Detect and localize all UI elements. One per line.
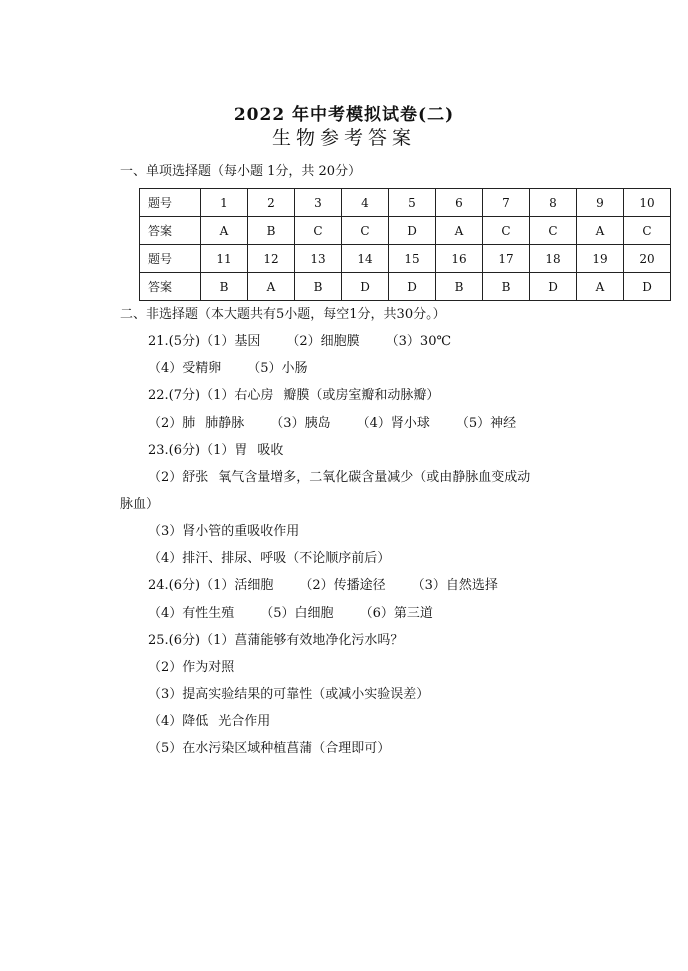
question-number-cell: 20 [624,245,671,273]
answer-line [148,629,403,648]
row-label: 题号 [140,189,201,217]
answer-text: 23.(6分)（1）胃 [148,443,248,458]
answer-line [148,384,439,403]
answer-text: 氧气含量增多，二氧化碳含量减少（或由静脉血变成动 [218,470,531,485]
answer-line [148,357,308,376]
answer-cell: B [248,217,295,245]
answer-row [140,217,671,245]
answer-cell: B [295,273,342,301]
question-number-cell: 6 [436,189,483,217]
answer-text: （5）小肠 [247,361,308,376]
answer-text: （2）细胞膜 [286,334,360,349]
answer-cell: C [483,217,530,245]
answer-line [120,493,159,512]
answer-cell: C [295,217,342,245]
answer-text: 肺静脉 [205,416,245,431]
answer-text: 21.(5分)（1）基因 [148,334,261,349]
answer-line [148,466,530,485]
answer-cell: D [389,273,436,301]
answer-row [140,273,671,301]
exam-subtitle: 生物参考答案 [271,127,416,149]
section2-heading: 二、非选择题（本大题共有5小题，每空1分，共30分。） [120,307,446,322]
answer-text: （2）舒张 [148,470,209,485]
question-number-cell: 2 [248,189,295,217]
answer-cell: D [530,273,577,301]
question-number-cell: 11 [201,245,248,273]
question-number-cell: 13 [295,245,342,273]
answer-text: （5）在水污染区域种植菖蒲（合理即可） [148,741,391,756]
answer-text: 脉血） [120,497,160,512]
answer-line [148,330,451,349]
answer-cell: B [201,273,248,301]
answer-cell: C [530,217,577,245]
question-number-cell: 14 [342,245,389,273]
question-number-cell: 9 [577,189,624,217]
question-number-row [140,245,671,273]
exam-title: 2022 年中考模拟试卷(二) [233,105,455,125]
answer-text: 吸收 [257,443,284,458]
question-number-cell: 4 [342,189,389,217]
question-number-cell: 16 [436,245,483,273]
question-number-cell: 7 [483,189,530,217]
question-number-cell: 10 [624,189,671,217]
answer-text: （3）自然选择 [411,578,498,593]
row-label: 题号 [140,245,201,273]
section1-heading: 一、单项选择题（每小题 1分，共 20分） [120,164,362,179]
answer-text: （2）作为对照 [148,660,235,675]
row-label: 答案 [140,273,201,301]
answer-text: （4）肾小球 [356,416,430,431]
answer-line [148,683,429,702]
question-number-cell: 19 [577,245,624,273]
answer-text: 光合作用 [218,714,271,729]
answer-text: （4）受精卵 [148,361,222,376]
answer-line [148,574,498,593]
question-number-cell: 8 [530,189,577,217]
question-number-row [140,189,671,217]
answer-text: （3）30℃ [385,334,452,349]
answer-cell: B [436,273,483,301]
answer-line [148,547,390,566]
answer-text: （2）肺 [148,416,196,431]
answer-text: 25.(6分)（1）菖蒲能够有效地净化污水吗？ [148,633,404,648]
question-number-cell: 12 [248,245,295,273]
answer-cell: B [483,273,530,301]
answer-cell: A [201,217,248,245]
answer-line [148,656,234,675]
answer-cell: A [577,217,624,245]
answer-text: （4）降低 [148,714,209,729]
answer-text: （6）第三道 [359,606,433,621]
answer-text: （4）有性生殖 [148,606,235,621]
answer-cell: C [624,217,671,245]
answer-cell: A [577,273,624,301]
answer-text: （4）排汗、排尿、呼吸（不论顺序前后） [148,551,391,566]
row-label: 答案 [140,217,201,245]
answer-cell: A [436,217,483,245]
answer-line [148,520,299,539]
question-number-cell: 15 [389,245,436,273]
answer-line [148,412,516,431]
answer-cell: D [342,273,389,301]
choice-answer-table [139,188,671,301]
answer-line [148,602,433,621]
answer-text: （3）肾小管的重吸收作用 [148,524,300,539]
answer-cell: D [389,217,436,245]
answer-cell: C [342,217,389,245]
answer-line [148,710,270,729]
answer-text: （2）传播途径 [299,578,386,593]
answer-line [148,439,283,458]
answer-text: （5）白细胞 [260,606,334,621]
answer-text: （3）提高实验结果的可靠性（或减小实验误差） [148,687,430,702]
answer-text: （5）神经 [455,416,517,431]
question-number-cell: 5 [389,189,436,217]
question-number-cell: 18 [530,245,577,273]
answer-text: 24.(6分)（1）活细胞 [148,578,274,593]
answer-text: 瓣膜（或房室瓣和动脉瓣） [283,388,440,403]
answer-line [148,737,390,756]
answer-cell: D [624,273,671,301]
answer-text: （3）胰岛 [270,416,331,431]
answer-text: 22.(7分)（1）右心房 [148,388,274,403]
question-number-cell: 1 [201,189,248,217]
answer-cell: A [248,273,295,301]
question-number-cell: 17 [483,245,530,273]
question-number-cell: 3 [295,189,342,217]
